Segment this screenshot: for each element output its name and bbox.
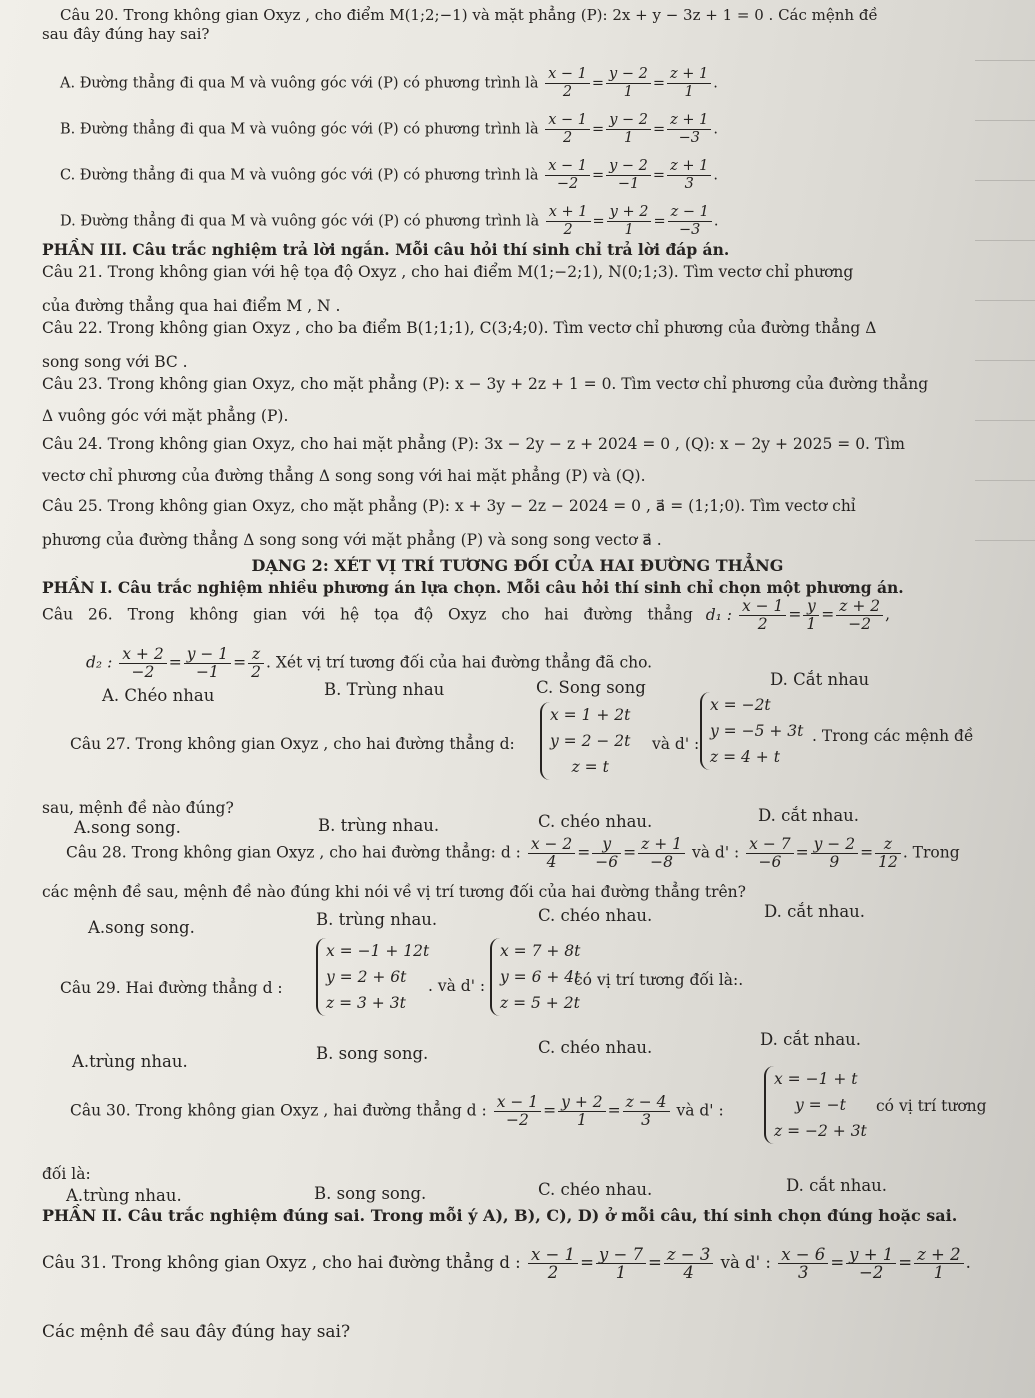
- q22-line-1: Câu 22. Trong không gian Oxyz , cho ba điểm B(1;1;1), C(3;4;0). Tìm vectơ chỉ phương của đường thẳng Δ: [42, 319, 877, 337]
- q24-line-1: Câu 24. Trong không gian Oxyz, cho hai mặt phẳng (P): 3x − 2y − z + 2024 = 0 , (Q): x − 2y + 2025 = 0. Tìm: [42, 435, 905, 453]
- q29-tail: có vị trí tương đối là:.: [574, 971, 744, 989]
- q30-tail: có vị trí tương: [876, 1097, 987, 1115]
- q27-system-d-prime: x = −2t y = −5 + 3t z = 4 + t: [700, 692, 803, 770]
- q29-system-d: x = −1 + 12t y = 2 + 6t z = 3 + 3t: [316, 938, 429, 1016]
- q30-option-a: A.trùng nhau.: [66, 1186, 182, 1205]
- q27-stem-2: sau, mệnh đề nào đúng?: [42, 799, 234, 817]
- q30-option-c: C. chéo nhau.: [538, 1180, 653, 1199]
- q26-option-a: A. Chéo nhau: [102, 686, 215, 705]
- q29-option-d: D. cắt nhau.: [760, 1030, 862, 1049]
- q28-option-a: A.song song.: [88, 918, 195, 937]
- q23-line-1: Câu 23. Trong không gian Oxyz, cho mặt phẳng (P): x − 3y + 2z + 1 = 0. Tìm vectơ chỉ phương của đường thẳng: [42, 375, 929, 393]
- q27-stem: Câu 27. Trong không gian Oxyz , cho hai đường thẳng d:: [70, 735, 515, 753]
- q28-option-c: C. chéo nhau.: [538, 906, 653, 925]
- q27-tail: . Trong các mệnh đề: [812, 727, 974, 745]
- q26-option-d: D. Cắt nhau: [770, 670, 870, 689]
- q30-option-b: B. song song.: [314, 1184, 427, 1203]
- q27-option-a: A.song song.: [74, 818, 181, 837]
- part1-heading: PHẦN I. Câu trắc nghiệm nhiều phương án lựa chọn. Mỗi câu hỏi thí sinh chỉ chọn một phương án.: [42, 578, 904, 597]
- q20-option-b: B. Đường thẳng đi qua M và vuông góc với (P) có phương trình là $\frac{x - 1}{2}$ = $\frac{y - 2}{1}$ = $\frac{z + 1}{-3}$ .: [60, 112, 718, 146]
- q21-line-2: của đường thẳng qua hai điểm M , N .: [42, 297, 341, 315]
- q25-line-2: phương của đường thẳng Δ song song với mặt phẳng (P) và song song vectơ a⃗ .: [42, 531, 662, 549]
- q28-stem: Câu 28. Trong không gian Oxyz , cho hai đường thẳng: d : $\frac{x - 2}{4}$ = $\frac{y}{-6}$ = $\frac{z + 1}{-8}$ và d' : $\frac{x - 7}{-6}$ = $\frac{y - 2}{9}$ = $\frac{z}{12}$ . Trong: [66, 835, 960, 871]
- q27-option-b: B. trùng nhau.: [318, 816, 440, 835]
- q29-option-a: A.trùng nhau.: [72, 1052, 188, 1071]
- q29-stem: Câu 29. Hai đường thẳng d :: [60, 979, 283, 997]
- q26-option-c: C. Song song: [536, 678, 646, 697]
- q20-option-a: A. Đường thẳng đi qua M và vuông góc với (P) có phương trình là $\frac{x - 1}{2}$ = $\frac{y - 2}{1}$ = $\frac{z + 1}{1}$ .: [60, 66, 718, 100]
- q30-option-d: D. cắt nhau.: [786, 1176, 888, 1195]
- q26-stem: Câu 26. Trong không gian với hệ tọa độ Oxyz cho hai đường thẳng d₁ : $\frac{x - 1}{2}$ = $\frac{y}{1}$ = $\frac{z + 2}{-2}$ ,: [42, 597, 891, 633]
- q21-line-1: Câu 21. Trong không gian với hệ tọa độ Oxyz , cho hai điểm M(1;−2;1), N(0;1;3). Tìm vectơ chỉ phương: [42, 263, 854, 281]
- q31-stem-2: Các mệnh đề sau đây đúng hay sai?: [42, 1322, 351, 1342]
- q28-option-d: D. cắt nhau.: [764, 902, 866, 921]
- q29-and: . và d' :: [428, 977, 486, 995]
- dang-2-heading: DẠNG 2: XÉT VỊ TRÍ TƯƠNG ĐỐI CỦA HAI ĐƯỜNG THẲNG: [251, 556, 784, 575]
- q28-stem-2: các mệnh đề sau, mệnh đề nào đúng khi nói về vị trí tương đối của hai đường thẳng trên?: [42, 883, 746, 901]
- q29-option-b: B. song song.: [316, 1044, 429, 1063]
- q26-option-b: B. Trùng nhau: [324, 680, 445, 699]
- q28-option-b: B. trùng nhau.: [316, 910, 438, 929]
- q25-line-1: Câu 25. Trong không gian Oxyz, cho mặt phẳng (P): x + 3y − 2z − 2024 = 0 , a⃗ = (1;1;0). Tìm vectơ chỉ: [42, 497, 856, 515]
- q27-option-d: D. cắt nhau.: [758, 806, 860, 825]
- q24-line-2: vectơ chỉ phương của đường thẳng Δ song song với hai mặt phẳng (P) và (Q).: [42, 467, 646, 485]
- q20-stem: Câu 20. Trong không gian Oxyz , cho điểm M(1;2;−1) và mặt phẳng (P): 2x + y − 3z + 1 = 0 . Các mệnh đề: [60, 6, 878, 24]
- q26-stem-2: d₂ : $\frac{x + 2}{-2}$ = $\frac{y - 1}{-1}$ = $\frac{z}{2}$ . Xét vị trí tương đối của hai đường thẳng đã cho.: [86, 645, 653, 681]
- q29-system-d-prime: x = 7 + 8t y = 6 + 4t z = 5 + 2t: [490, 938, 580, 1016]
- q30-stem-2: đối là:: [42, 1165, 91, 1183]
- q30-stem: Câu 30. Trong không gian Oxyz , hai đường thẳng d : $\frac{x - 1}{-2}$ = $\frac{y + 2}{1}$ = $\frac{z - 4}{3}$ và d' :: [70, 1093, 724, 1129]
- q29-option-c: C. chéo nhau.: [538, 1038, 653, 1057]
- q20-option-d: D. Đường thẳng đi qua M và vuông góc với (P) có phương trình là $\frac{x + 1}{2}$ = $\frac{y + 2}{1}$ = $\frac{z - 1}{-3}$ .: [60, 204, 719, 238]
- q23-line-2: Δ vuông góc với mặt phẳng (P).: [42, 407, 289, 425]
- q27-system-d: x = 1 + 2t y = 2 − 2t z = t: [540, 702, 630, 780]
- q20-option-c: C. Đường thẳng đi qua M và vuông góc với (P) có phương trình là $\frac{x - 1}{-2}$ = $\frac{y - 2}{-1}$ = $\frac{z + 1}{3}$ .: [60, 158, 718, 192]
- part2-heading: PHẦN II. Câu trắc nghiệm đúng sai. Trong mỗi ý A), B), C), D) ở mỗi câu, thí sinh chọn đúng hoặc sai.: [42, 1206, 958, 1225]
- q27-and: và d' :: [652, 735, 700, 753]
- q31-stem: Câu 31. Trong không gian Oxyz , cho hai đường thẳng d : $\frac{x - 1}{2}$ = $\frac{y - 7}{1}$ = $\frac{z - 3}{4}$ và d' : $\frac{x - 6}{3}$ = $\frac{y + 1}{-2}$ = $\frac{z + 2}{1}$ .: [42, 1245, 971, 1282]
- part3-heading: PHẦN III. Câu trắc nghiệm trả lời ngắn. Mỗi câu hỏi thí sinh chỉ trả lời đáp án.: [42, 240, 730, 259]
- q27-option-c: C. chéo nhau.: [538, 812, 653, 831]
- q22-line-2: song song với BC .: [42, 353, 188, 371]
- q20-stem-2: sau đây đúng hay sai?: [42, 25, 210, 43]
- q30-system-d-prime: x = −1 + t y = −t z = −2 + 3t: [764, 1066, 867, 1144]
